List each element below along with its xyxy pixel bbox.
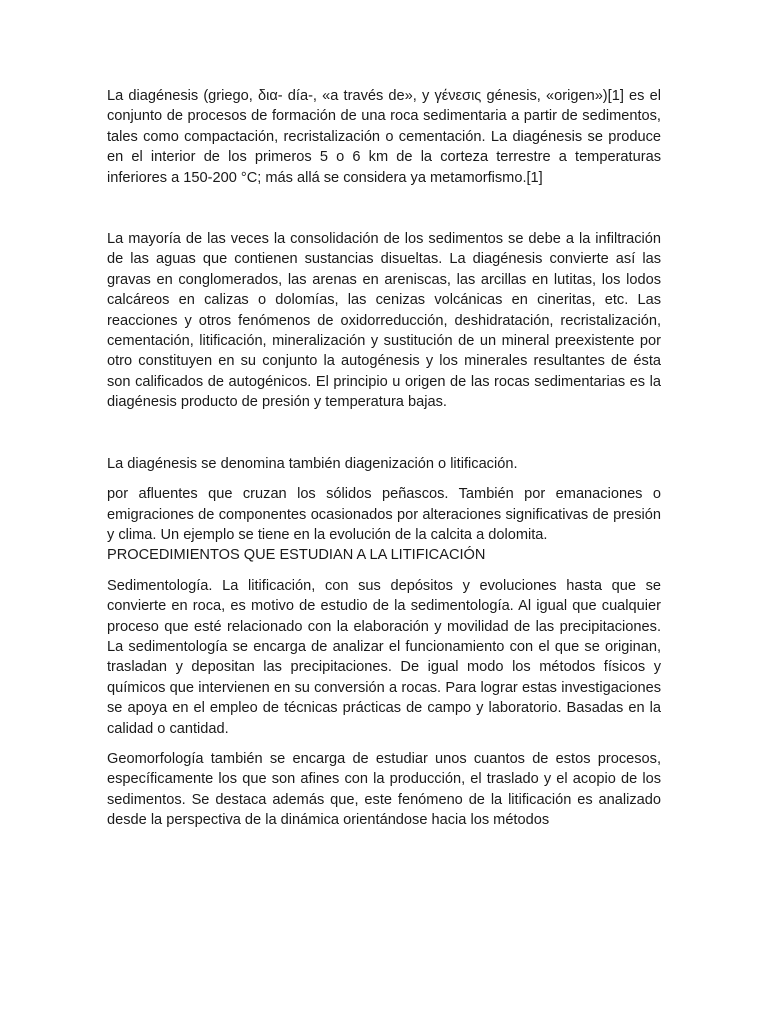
paragraph-sediment-consolidation: La mayoría de las veces la consolidación de los sedimentos se debe a la infiltración de las aguas que contienen sustancias disueltas. La diagénesis convierte así las gravas en conglomerados, las arenas en areniscas, las arcillas en lutitas, los lodos calcáreos en calizas o dolomías, las cenizas volcánicas en cineritas, etc. Las reacciones y otros fenómenos de oxidorreducción, deshidratación, recristalización, cementación, litificación, mineralización y sustitución de un mineral preexistente por otro constituyen en su conjunto la autogénesis y los minerales resultantes de ésta son calificados de autogénicos. El principio u origen de las rocas sedimentarias es la diagénesis producto de presión y temperatura bajas. — [107, 231, 661, 411]
paragraph-diagenesis-definition: La diagénesis (griego, δια- día-, «a través de», y γένεσις génesis, «origen»)[1] es el conjunto de procesos de formación de una roca sedimentaria a partir de sedimentos, tales como compactación, recristalización o cementación. La diagénesis se produce en el interior de los primeros 5 o 6 km de la corteza terrestre a temperaturas inferiores a 150-200 °C; más allá se considera ya metamorfismo.[1] — [107, 88, 661, 186]
document-page — [107, 86, 661, 831]
paragraph-affluents: por afluentes que cruzan los sólidos peñascos. También por emanaciones o emigraciones de componentes ocasionados por alteraciones significativas de presión y clima. Un ejemplo se tiene en la evolución de la calcita a dolomita. — [107, 486, 661, 543]
paragraph-geomorphology: Geomorfología también se encarga de estudiar unos cuantos de estos procesos, específicamente los que son afines con la producción, el traslado y el acopio de los sedimentos. Se destaca además que, este fenómeno de la litificación es analizado desde la perspectiva de la dinámica orientándose hacia los métodos — [107, 750, 661, 829]
paragraph-sedimentology: Sedimentología. La litificación, con sus depósitos y evoluciones hasta que se convierte en roca, es motivo de estudio de la sedimentología. Al igual que cualquier proceso que esté relacionado con la elaboración y movilidad de las precipitaciones. La sedimentología se encarga de analizar el funcionamiento con el que se originan, trasladan y depositan las precipitaciones. De igual modo los métodos físicos y químicos que intervienen en su conversión a rocas. Para lograr estas investigaciones se apoya en el empleo de técnicas prácticas de campo y laboratorio. Basadas en la calidad o cantidad. — [107, 577, 661, 737]
paragraph-diagenesis-alias: La diagénesis se denomina también diagenización o litificación. — [107, 455, 518, 472]
section-heading: PROCEDIMIENTOS QUE ESTUDIAN A LA LITIFICACIÓN — [107, 547, 486, 564]
